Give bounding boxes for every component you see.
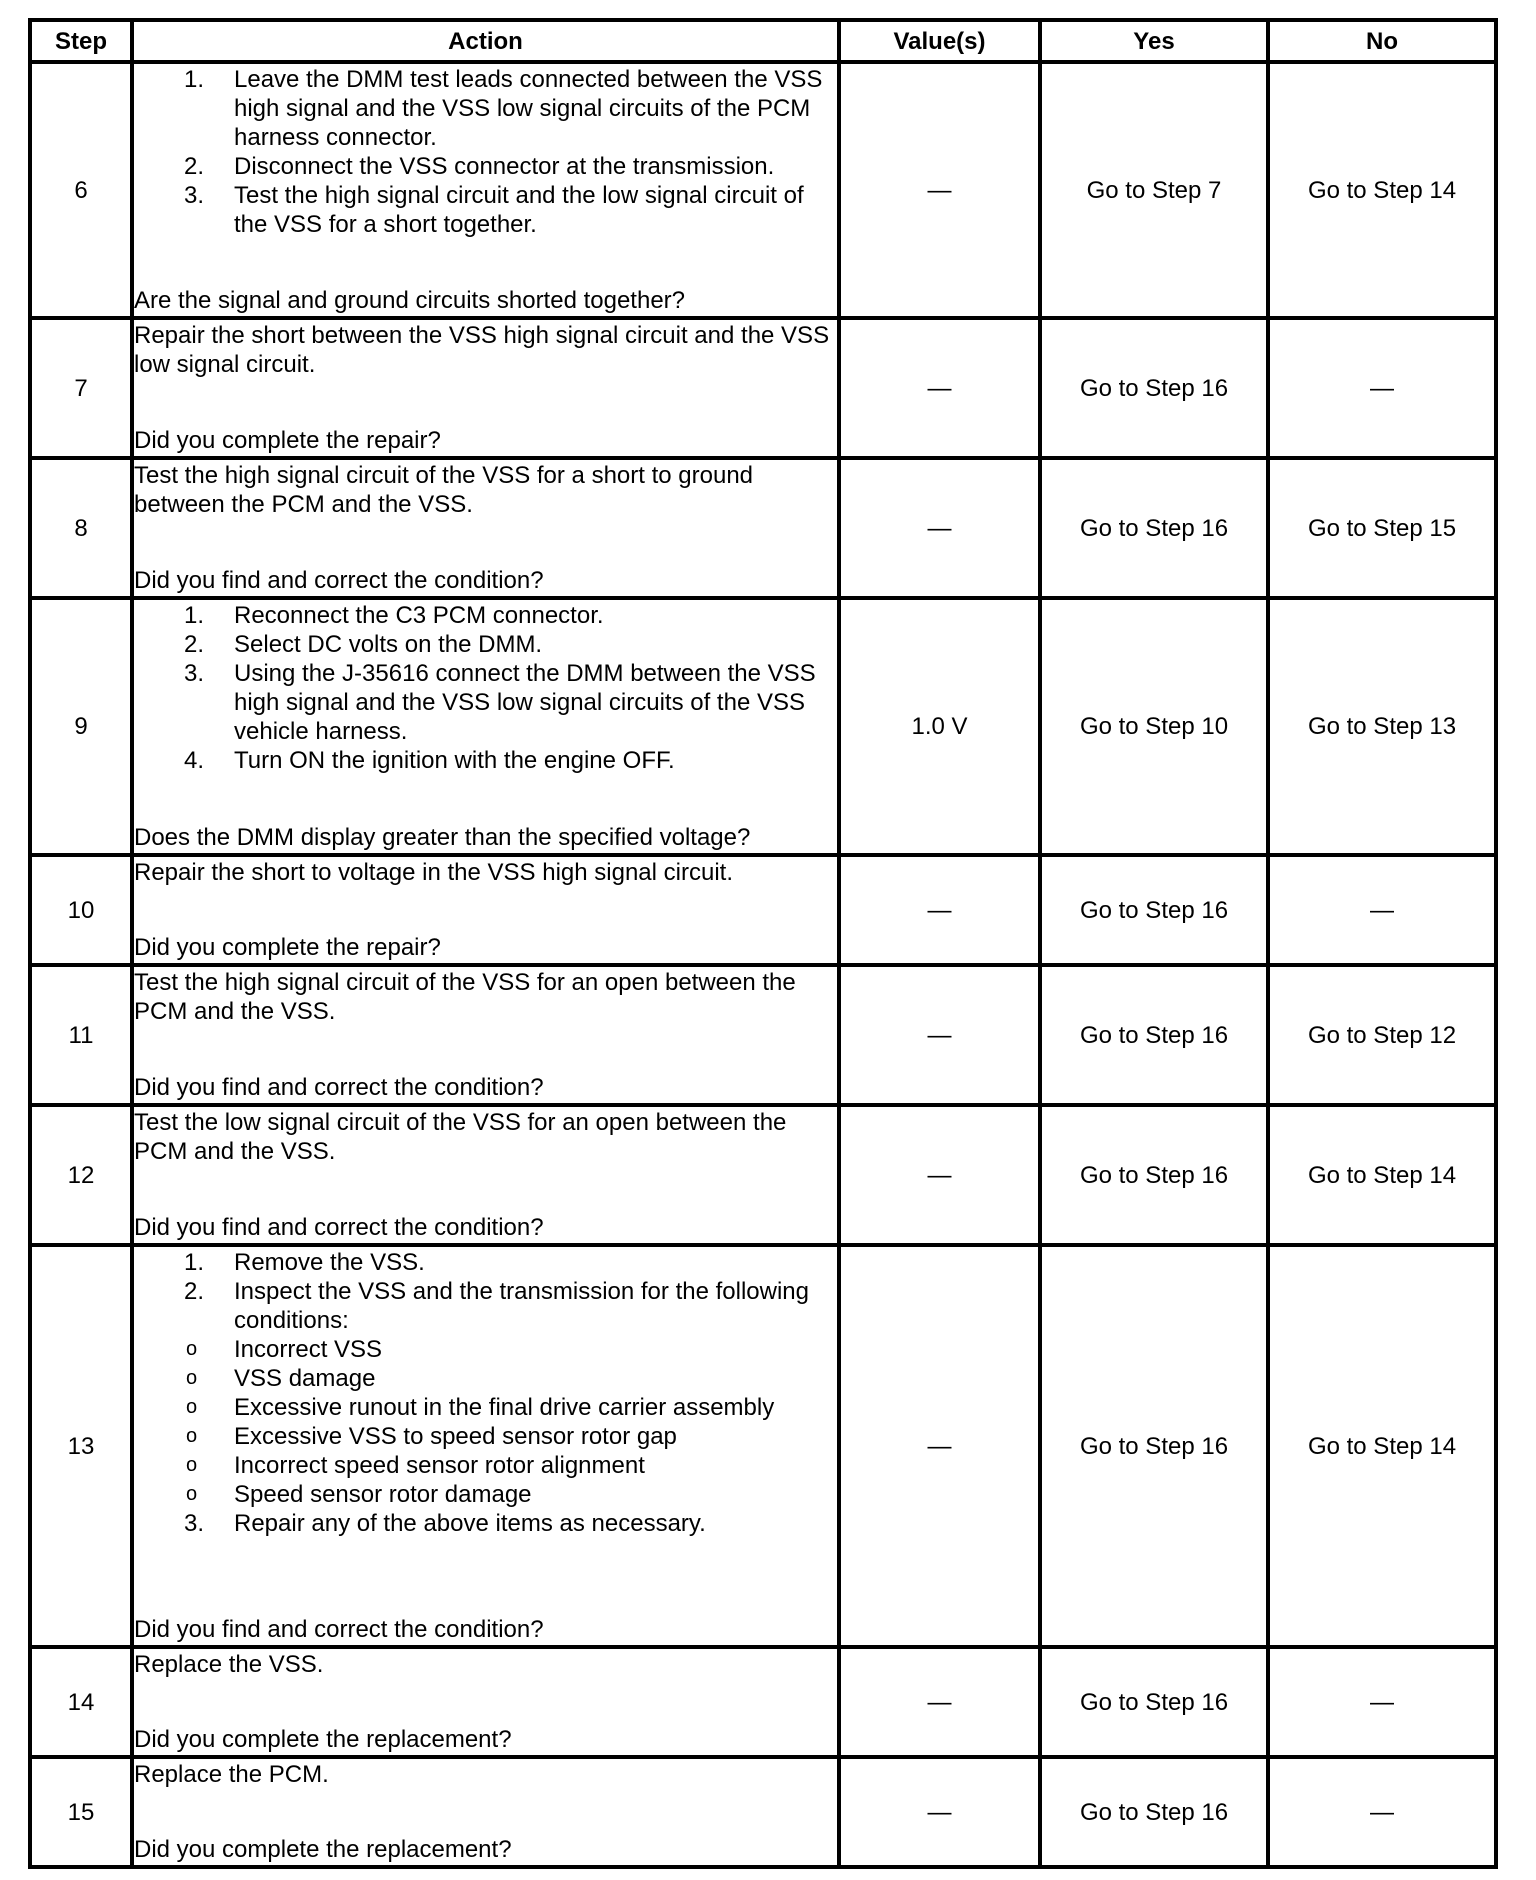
yes-cell: Go to Step 16: [1040, 318, 1268, 458]
action-steps: [134, 601, 837, 775]
action-question: Did you find and correct the condition?: [134, 567, 544, 594]
value-cell: —: [839, 1757, 1040, 1867]
action-text: Repair the short between the VSS high signal circuit and the VSS low signal circuit.: [134, 322, 830, 378]
step-number: 8: [30, 458, 132, 598]
table-row: [30, 318, 1496, 458]
header-step: Step: [30, 20, 132, 62]
action-text: Replace the VSS.: [134, 1651, 324, 1678]
diagnostic-table: [28, 18, 1498, 1869]
action-step: 4. Turn ON the ignition with the engine OFF.: [184, 747, 675, 774]
yes-cell: Go to Step 16: [1040, 1647, 1268, 1757]
table-row: [30, 1647, 1496, 1757]
value-cell: —: [839, 318, 1040, 458]
condition-list: [134, 1335, 837, 1509]
header-row: [30, 20, 1496, 62]
action-step: 2. Inspect the VSS and the transmission for the following conditions: o Incorrect VSS o VSS damage o Excessive runout in the final drive carrier assembly o Excessive VSS to speed sensor rotor gap o Incorrect speed sensor rotor alignment o Speed sensor rotor damage: [134, 1277, 837, 1509]
action-text: Test the high signal circuit of the VSS for a short to ground between the PCM and the VSS.: [134, 462, 754, 518]
no-cell: —: [1268, 855, 1496, 965]
action-question: Does the DMM display greater than the specified voltage?: [134, 824, 751, 851]
action-text: Replace the PCM.: [134, 1761, 329, 1788]
table-row: [30, 62, 1496, 318]
action-cell: [132, 965, 839, 1105]
action-question: Did you complete the repair?: [134, 427, 441, 454]
step-number: 10: [30, 855, 132, 965]
action-step: 1. Remove the VSS.: [184, 1249, 425, 1276]
yes-cell: Go to Step 16: [1040, 965, 1268, 1105]
step-number: 12: [30, 1105, 132, 1245]
action-question: Did you complete the replacement?: [134, 1836, 512, 1863]
action-cell: [132, 598, 839, 855]
yes-cell: Go to Step 16: [1040, 855, 1268, 965]
value-cell: —: [839, 965, 1040, 1105]
no-cell: Go to Step 14: [1268, 62, 1496, 318]
action-cell: [132, 1105, 839, 1245]
step-number: 9: [30, 598, 132, 855]
action-cell: [132, 62, 839, 318]
table-row: [30, 1105, 1496, 1245]
action-text: Test the high signal circuit of the VSS for an open between the PCM and the VSS.: [134, 969, 796, 1025]
no-cell: Go to Step 12: [1268, 965, 1496, 1105]
action-step: 1. Leave the DMM test leads connected between the VSS high signal and the VSS low signal circuits of the PCM harness connector.: [184, 66, 823, 151]
action-cell: [132, 1757, 839, 1867]
yes-cell: Go to Step 7: [1040, 62, 1268, 318]
no-cell: Go to Step 13: [1268, 598, 1496, 855]
action-steps: [134, 1248, 837, 1538]
action-question: Did you complete the repair?: [134, 934, 441, 961]
yes-cell: Go to Step 16: [1040, 458, 1268, 598]
yes-cell: Go to Step 16: [1040, 1757, 1268, 1867]
table-row: [30, 965, 1496, 1105]
action-cell: [132, 458, 839, 598]
action-step: 2. Select DC volts on the DMM.: [184, 631, 543, 658]
condition-item: o VSS damage: [186, 1365, 376, 1392]
step-number: 15: [30, 1757, 132, 1867]
yes-cell: Go to Step 16: [1040, 1105, 1268, 1245]
yes-cell: Go to Step 16: [1040, 1245, 1268, 1647]
action-step: 3. Using the J-35616 connect the DMM between the VSS high signal and the VSS low signal circuits of the VSS vehicle harness.: [184, 660, 816, 745]
condition-item: o Incorrect speed sensor rotor alignment: [186, 1452, 645, 1479]
header-no: No: [1268, 20, 1496, 62]
action-step: 1. Reconnect the C3 PCM connector.: [184, 602, 604, 629]
action-steps: [134, 65, 837, 239]
header-action: Action: [132, 20, 839, 62]
table-row: [30, 458, 1496, 598]
action-step: 3. Test the high signal circuit and the low signal circuit of the VSS for a short together.: [184, 182, 804, 238]
condition-item: o Excessive VSS to speed sensor rotor gap: [186, 1423, 677, 1450]
action-cell: [132, 318, 839, 458]
action-text: Repair the short to voltage in the VSS high signal circuit.: [134, 859, 733, 886]
header-values: Value(s): [839, 20, 1040, 62]
condition-item: o Incorrect VSS: [186, 1336, 383, 1363]
action-cell: [132, 1647, 839, 1757]
no-cell: Go to Step 14: [1268, 1105, 1496, 1245]
value-cell: 1.0 V: [839, 598, 1040, 855]
value-cell: —: [839, 855, 1040, 965]
step-number: 13: [30, 1245, 132, 1647]
action-cell: [132, 1245, 839, 1647]
step-number: 6: [30, 62, 132, 318]
value-cell: —: [839, 1105, 1040, 1245]
table-row: [30, 1245, 1496, 1647]
action-question: Did you find and correct the condition?: [134, 1214, 544, 1241]
value-cell: —: [839, 1647, 1040, 1757]
step-number: 11: [30, 965, 132, 1105]
action-step: 3. Repair any of the above items as necessary.: [184, 1510, 706, 1537]
value-cell: —: [839, 62, 1040, 318]
action-cell: [132, 855, 839, 965]
action-step: 2. Disconnect the VSS connector at the transmission.: [184, 153, 775, 180]
step-number: 7: [30, 318, 132, 458]
table-row: [30, 1757, 1496, 1867]
no-cell: —: [1268, 1647, 1496, 1757]
action-question: Did you complete the replacement?: [134, 1726, 512, 1753]
header-yes: Yes: [1040, 20, 1268, 62]
action-question: Did you find and correct the condition?: [134, 1616, 544, 1643]
no-cell: —: [1268, 318, 1496, 458]
table-row: [30, 855, 1496, 965]
no-cell: Go to Step 14: [1268, 1245, 1496, 1647]
table-row: [30, 598, 1496, 855]
action-question: Are the signal and ground circuits shorted together?: [134, 287, 686, 314]
action-text: Test the low signal circuit of the VSS for an open between the PCM and the VSS.: [134, 1109, 787, 1165]
yes-cell: Go to Step 10: [1040, 598, 1268, 855]
no-cell: Go to Step 15: [1268, 458, 1496, 598]
action-question: Did you find and correct the condition?: [134, 1074, 544, 1101]
condition-item: o Excessive runout in the final drive carrier assembly: [186, 1394, 775, 1421]
condition-item: o Speed sensor rotor damage: [186, 1481, 532, 1508]
value-cell: —: [839, 458, 1040, 598]
step-number: 14: [30, 1647, 132, 1757]
no-cell: —: [1268, 1757, 1496, 1867]
value-cell: —: [839, 1245, 1040, 1647]
